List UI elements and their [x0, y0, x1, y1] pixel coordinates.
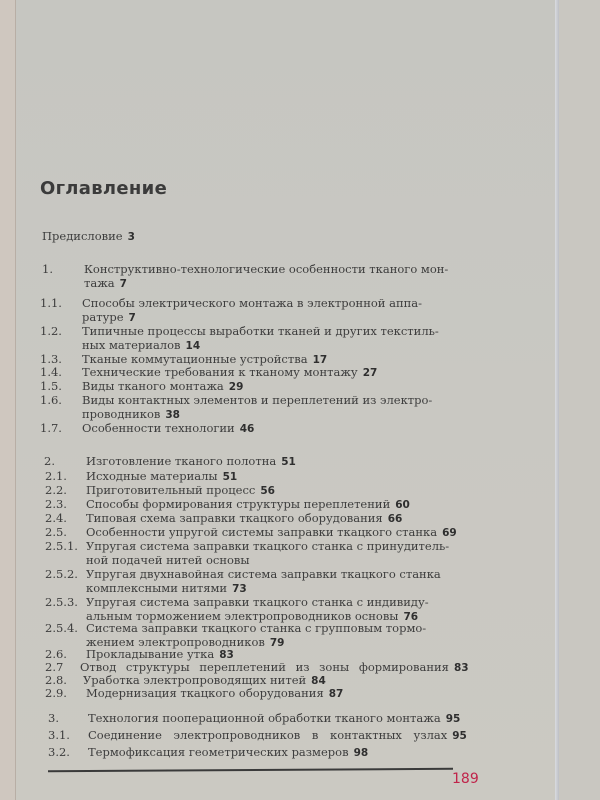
toc-entry-text: Термофиксация геометрических размеров — [88, 745, 349, 759]
toc-page-number: 73 — [232, 583, 247, 595]
toc-entry-cont: комплексными нитями — [86, 581, 228, 595]
toc-entry-text: Система заправки ткацкого станка с групповым тормо- — [86, 621, 427, 635]
toc-entry — [86, 469, 237, 484]
toc-page-number: 76 — [403, 611, 419, 623]
toc-entry-text: Конструктивно-технологические особенности тканого мон- — [84, 262, 449, 276]
toc-entry-text: Виды тканого монтажа — [82, 379, 224, 393]
toc-entry — [82, 393, 460, 422]
toc-page-number: 56 — [260, 485, 275, 497]
toc-entry-text: Особенности технологии — [82, 421, 235, 435]
toc-entry-text: Особенности упругой системы заправки ткацкого станка — [86, 525, 438, 539]
toc-entry — [86, 454, 296, 469]
toc-number: 2.5.4. — [45, 621, 78, 635]
toc-entry-text: Отвод структуры переплетений из зоны формирования — [80, 660, 449, 674]
toc-entry — [82, 379, 243, 394]
toc-number: 2.8. — [45, 673, 67, 687]
toc-page-number: 7 — [119, 278, 127, 290]
toc-entry-text: Уработка электропроводящих нитей — [83, 673, 307, 687]
background-surface — [559, 0, 600, 800]
toc-entry-text: Исходные материалы — [86, 469, 218, 483]
toc-entry — [86, 539, 464, 567]
toc-entry-text: Изготовление тканого полотна — [86, 454, 277, 468]
toc-entry-text: Типичные процессы выработки тканей и других текстиль- — [82, 324, 439, 338]
toc-entry — [84, 262, 462, 291]
toc-entry-text: Упругая система заправки ткацкого станка с индивиду- — [86, 595, 429, 609]
toc-preface — [42, 229, 135, 244]
toc-page-number: 46 — [239, 423, 255, 435]
toc-page-number: 79 — [269, 637, 285, 649]
toc-number: 2.5.1. — [45, 539, 78, 553]
toc-page-number: 84 — [311, 675, 326, 687]
toc-number: 2.2. — [45, 483, 67, 497]
toc-page-number: 69 — [442, 527, 457, 539]
toc-entry — [86, 595, 464, 624]
toc-page-number: 3 — [127, 231, 135, 243]
toc-entry — [86, 567, 464, 596]
toc-entry-text: Предисловие — [42, 229, 123, 243]
toc-entry — [86, 511, 402, 526]
toc-entry-text: Модернизация ткацкого оборудования — [86, 686, 324, 700]
toc-entry-text: Упругая двухнавойная система заправки ткацкого станка — [86, 567, 441, 581]
toc-entry — [86, 497, 410, 512]
toc-entry-cont: жением электропроводников — [86, 635, 265, 649]
toc-page-number: 83 — [453, 662, 469, 674]
toc-number: 3.2. — [48, 745, 70, 759]
toc-number: 2.5.3. — [45, 595, 78, 609]
toc-page-number: 95 — [452, 730, 467, 742]
toc-entry — [82, 421, 254, 436]
toc-number: 1.3. — [40, 352, 62, 366]
toc-number: 2.9. — [45, 686, 67, 700]
toc-page-number: 95 — [445, 713, 461, 725]
page-title: Оглавление — [40, 178, 168, 199]
toc-page-number: 87 — [328, 688, 344, 700]
toc-entry — [86, 525, 457, 540]
toc-number: 2.5. — [45, 525, 67, 539]
toc-entry-text: Прокладывание утка — [86, 647, 215, 661]
toc-entry-cont: альным торможением электропроводников основы — [86, 609, 399, 623]
toc-page-number: 83 — [219, 649, 234, 661]
toc-number: 1.4. — [40, 365, 62, 379]
toc-page-number: 51 — [281, 456, 296, 468]
toc-page-number: 29 — [228, 381, 244, 393]
toc-entry-text: Упругая система заправки ткацкого станка с принудитель- — [86, 539, 450, 553]
toc-entry-text: Соединение электропроводников в контактных узлах — [88, 728, 448, 742]
toc-number: 1.5. — [40, 379, 62, 393]
toc-entry-text: Виды контактных элементов и переплетений из электро- — [82, 393, 433, 407]
toc-page-number: 38 — [165, 409, 180, 421]
toc-entry-text: Технология пооперационной обработки тканого монтажа — [88, 711, 441, 725]
toc-entry — [88, 745, 368, 760]
toc-entry-text: Тканые коммутационные устройства — [82, 352, 308, 366]
toc-number: 1.6. — [40, 393, 62, 407]
toc-number: 3. — [48, 711, 59, 725]
toc-number: 1.7. — [40, 421, 62, 435]
toc-page-number: 51 — [222, 471, 238, 483]
toc-number: 2.4. — [45, 511, 67, 525]
toc-entry-cont: ной подачей нитей основы — [86, 553, 250, 567]
toc-page-number: 60 — [395, 499, 410, 511]
toc-number: 2. — [44, 454, 55, 468]
toc-page-number: 27 — [362, 367, 378, 379]
toc-entry — [86, 686, 343, 701]
toc-entry — [82, 296, 460, 325]
toc-entry-cont: ных материалов — [82, 338, 181, 352]
toc-page-number: 98 — [353, 747, 369, 759]
toc-entry-cont: проводников — [82, 407, 161, 421]
toc-number: 1.2. — [40, 324, 62, 338]
book-spine-edge — [0, 0, 16, 800]
toc-page-number: 66 — [387, 513, 403, 525]
toc-number: 1. — [42, 262, 53, 276]
toc-entry-text: Способы формирования структуры переплетений — [86, 497, 391, 511]
toc-entry-text: Технические требования к тканому монтажу — [82, 365, 358, 379]
toc-page-number: 17 — [312, 354, 328, 366]
toc-number: 1.1. — [40, 296, 62, 310]
toc-entry — [82, 324, 460, 353]
toc-entry-text: Способы электрического монтажа в электронной аппа- — [82, 296, 423, 310]
toc-number: 2.5.2. — [45, 567, 78, 581]
toc-entry-cont: ратуре — [82, 310, 124, 324]
toc-entry — [86, 621, 464, 650]
toc-number: 2.1. — [45, 469, 67, 483]
toc-page-number: 14 — [185, 340, 201, 352]
toc-number: 2.7 — [45, 660, 64, 674]
toc-number: 2.6. — [45, 647, 67, 661]
toc-entry-text: Типовая схема заправки ткацкого оборудования — [86, 511, 383, 525]
toc-entry — [86, 483, 275, 498]
toc-number: 2.3. — [45, 497, 67, 511]
toc-page-number: 7 — [128, 312, 136, 324]
page-number: 189 — [452, 771, 479, 787]
toc-number: 3.1. — [48, 728, 70, 742]
toc-entry — [88, 728, 467, 743]
toc-entry-cont: тажа — [84, 276, 115, 290]
toc-entry — [88, 711, 460, 726]
toc-entry — [82, 365, 377, 380]
toc-entry-text: Приготовительный процесс — [86, 483, 256, 497]
